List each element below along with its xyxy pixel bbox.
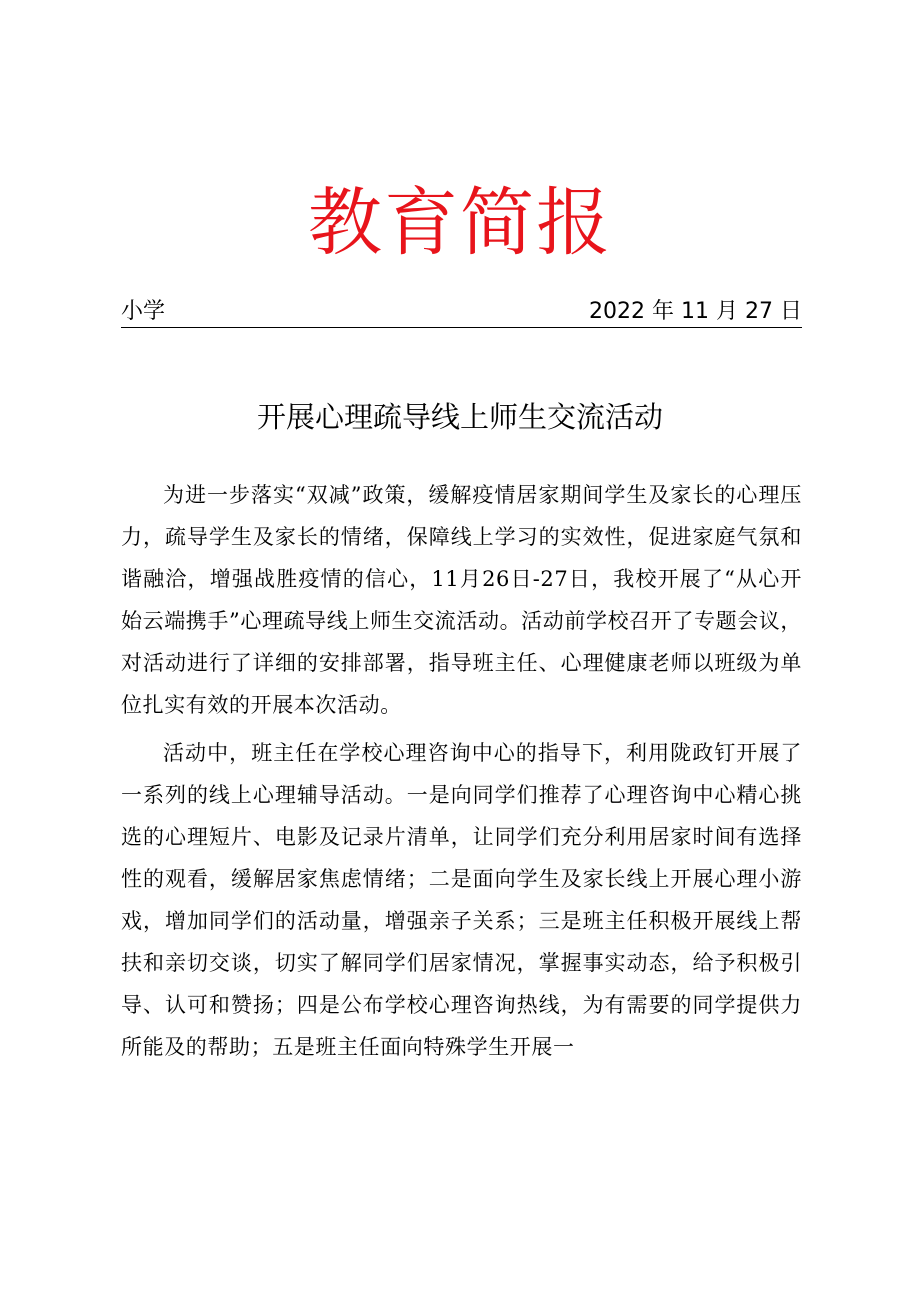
- school-label: 小学: [121, 299, 166, 324]
- article-paragraph-1: 为进一步落实“双减”政策，缓解疫情居家期间学生及家长的心理压力，疏导学生及家长的情绪，保障线上学习的实效性，促进家庭气氛和谐融洽，增强战胜疫情的信心，11月26日-27日，我校开展了“从心开始云端携手”心理疏导线上师生交流活动。活动前学校召开了专题会议，对活动进行了详细的安排部署，指导班主任、心理健康老师以班级为单位扎实有效的开展本次活动。: [121, 483, 802, 717]
- masthead-title: 教育简报: [308, 180, 612, 266]
- article-title: 开展心理疏导线上师生交流活动: [256, 400, 663, 434]
- header-rule-row: [121, 293, 802, 328]
- article-paragraph-2: 活动中，班主任在学校心理咨询中心的指导下，利用陇政钉开展了一系列的线上心理辅导活动。一是向同学们推荐了心理咨询中心精心挑选的心理短片、电影及记录片清单，让同学们充分利用居家时间有选择性的观看，缓解居家焦虑情绪；二是面向学生及家长线上开展心理小游戏，增加同学们的活动量，增强亲子关系；三是班主任积极开展线上帮扶和亲切交谈，切实了解同学们居家情况，掌握事实动态，给予积极引导、认可和赞扬；四是公布学校心理咨询热线，为有需要的同学提供力所能及的帮助；五是班主任面向特殊学生开展一: [121, 741, 802, 1059]
- issue-date: 2022 年 11 月 27 日: [589, 299, 802, 324]
